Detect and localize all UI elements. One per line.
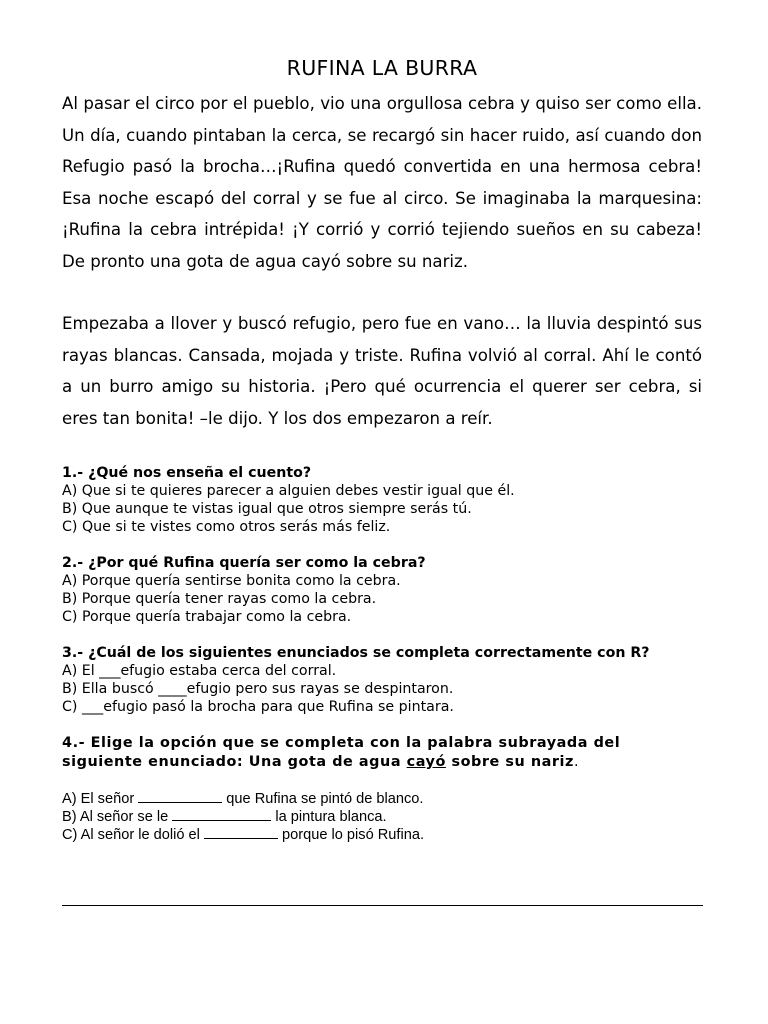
fill-in-blank	[138, 790, 222, 803]
story-paragraph-1: Al pasar el circo por el pueblo, vio una orgullosa cebra y quiso ser como ella. Un día, cuando pintaban la cerca, se recargó sin hacer ruido, así cuando don Refugio pasó la brocha…¡Rufina quedó convertida en una hermosa cebra! Esa noche escapó del corral y se fue al circo. Se imaginaba la marquesina: ¡Rufina la cebra intrépida! ¡Y corrió y corrió tejiendo sueños en su cabeza! De pronto una gota de agua cayó sobre su nariz.	[62, 94, 702, 271]
option-text-before: A) El señor	[62, 791, 139, 807]
question-title-end: sobre su nariz	[445, 754, 574, 770]
fill-in-blank	[172, 808, 271, 821]
answer-option-c: C) Porque quería trabajar como la cebra.	[62, 609, 352, 625]
answer-option-b: B) Que aunque te vistas igual que otros siempre serás tú.	[62, 501, 472, 517]
underlined-word: cayó	[406, 754, 446, 770]
option-text-before: B) Al señor se le	[62, 809, 173, 825]
story-paragraph-2: Empezaba a llover y buscó refugio, pero fue en vano… la lluvia despintó sus rayas blancas. Cansada, mojada y triste. Rufina volvió al corral. Ahí le contó a un burro amigo su historia. ¡Pero qué ocurrencia el querer ser cebra, si eres tan bonita! –le dijo. Y los dos empezaron a reír.	[62, 314, 702, 428]
option-text-before: C) Al señor le dolió el	[62, 827, 204, 843]
question-title: 2.- ¿Por qué Rufina quería ser como la cebra?	[62, 555, 426, 571]
worksheet-page	[62, 52, 702, 862]
fill-in-blank	[204, 826, 278, 839]
question-title: 3.- ¿Cuál de los siguientes enunciados se completa correctamente con R?	[62, 645, 650, 661]
answer-option-b: B) Ella buscó ____efugio pero sus rayas se despintaron.	[62, 681, 454, 697]
answer-option-a: A) Porque quería sentirse bonita como la cebra.	[62, 573, 401, 589]
question-2	[62, 554, 702, 626]
question-1	[62, 464, 702, 536]
option-text-after: que Rufina se pintó de blanco.	[222, 791, 424, 807]
answer-option-c	[62, 826, 702, 844]
question-3	[62, 644, 702, 716]
question-title	[62, 734, 702, 772]
question-list	[62, 464, 702, 844]
answer-option-c: C) ___efugio pasó la brocha para que Rufina se pintara.	[62, 699, 454, 715]
question-title-start: 4.- Elige la opción que se completa con la palabra subrayada del siguiente enunciado: Una gota de agua	[62, 735, 621, 770]
question-title: 1.- ¿Qué nos enseña el cuento?	[62, 465, 312, 481]
bottom-rule	[62, 905, 703, 906]
answer-options	[62, 790, 702, 844]
answer-option-a: A) El ___efugio estaba cerca del corral.	[62, 663, 337, 679]
answer-option-b	[62, 808, 702, 826]
question-title-period: .	[573, 754, 580, 770]
option-text-after: porque lo pisó Rufina.	[277, 827, 424, 843]
story-text	[62, 88, 702, 434]
answer-option-a: A) Que si te quieres parecer a alguien debes vestir igual que él.	[62, 483, 515, 499]
question-4	[62, 734, 702, 844]
page-title: RUFINA LA BURRA	[286, 56, 478, 80]
answer-option-b: B) Porque quería tener rayas como la cebra.	[62, 591, 377, 607]
answer-option-c: C) Que si te vistes como otros serás más feliz.	[62, 519, 391, 535]
answer-option-a	[62, 790, 702, 808]
option-text-after: la pintura blanca.	[271, 809, 387, 825]
